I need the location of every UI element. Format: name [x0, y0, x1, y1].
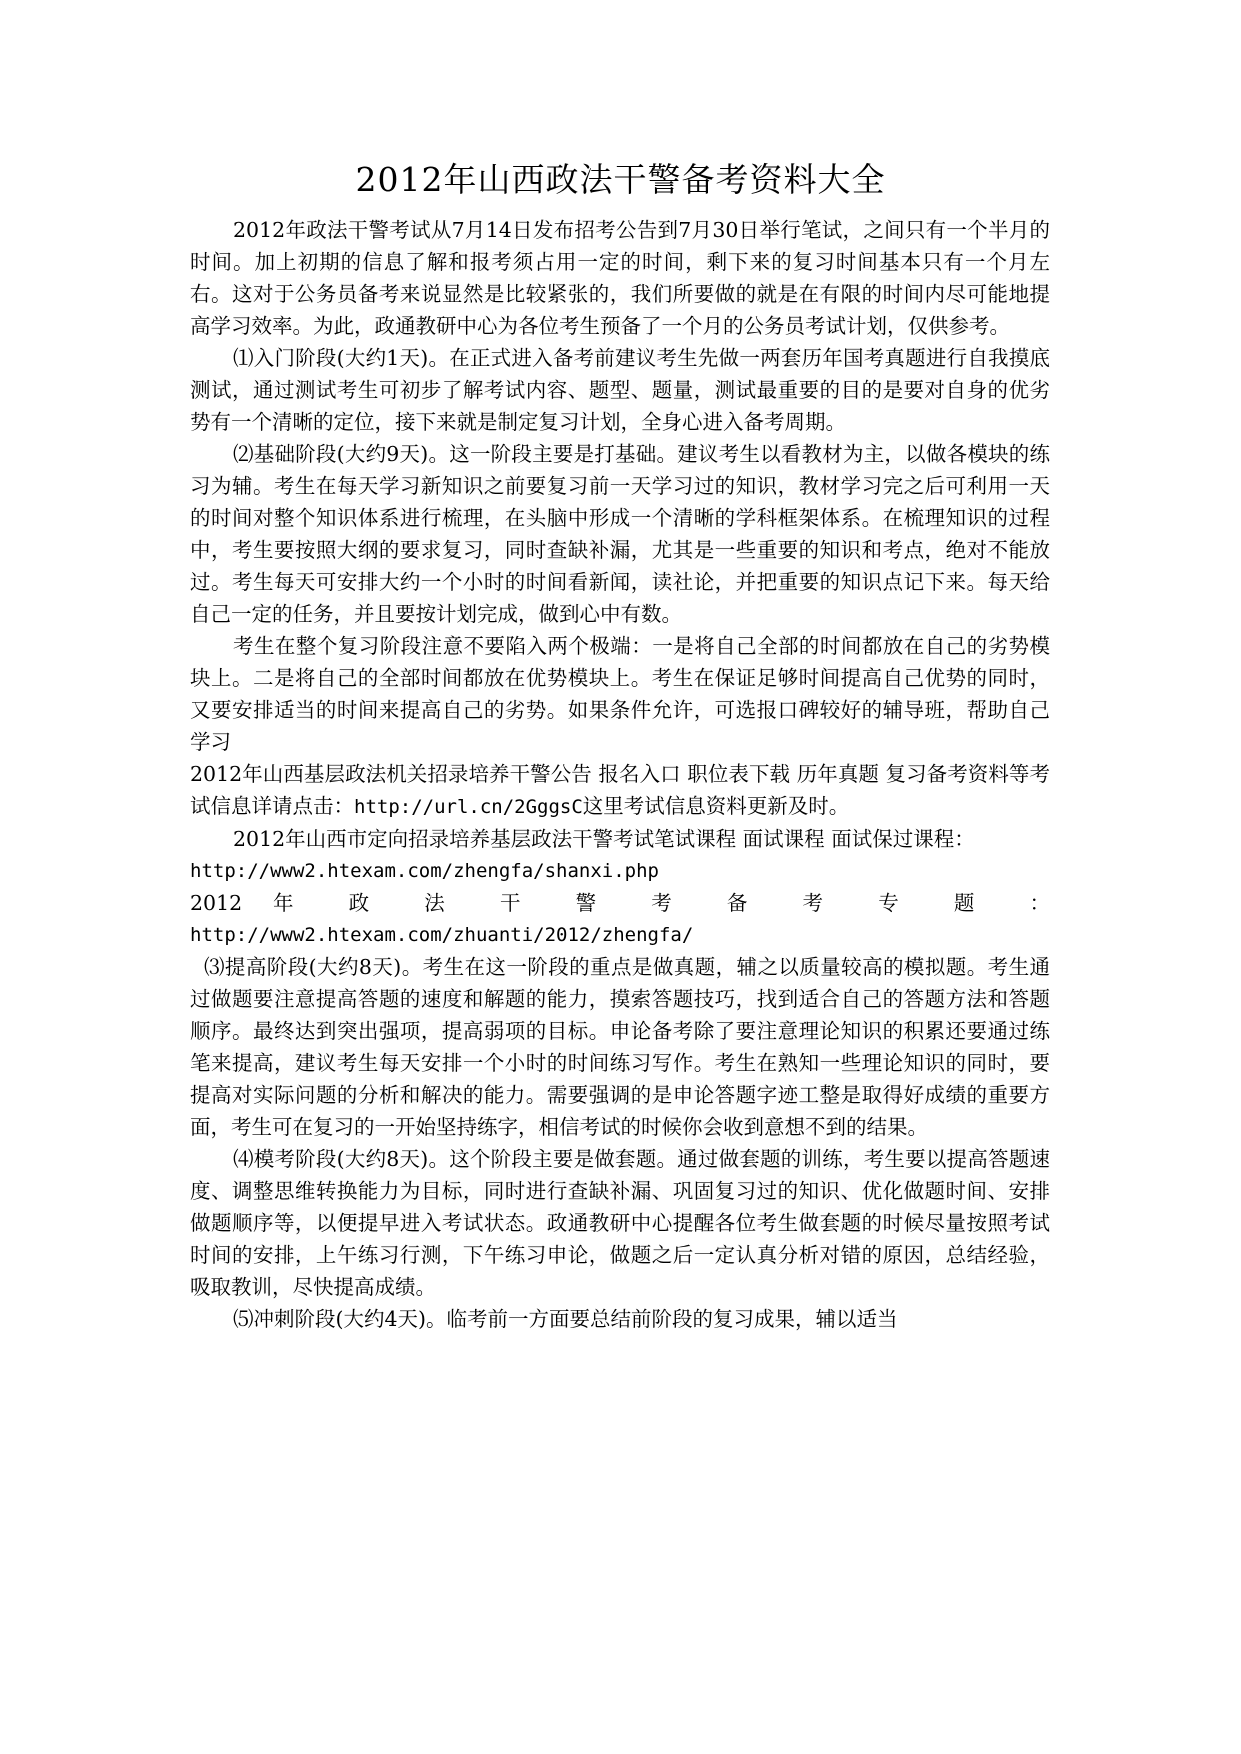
document-title: 2012年山西政法干警备考资料大全 [355, 160, 886, 199]
paragraph-intro: 2012年政法干警考试从7月14日发布招考公告到7月30日举行笔试，之间只有一个半月的时间。加上初期的信息了解和报考须占用一定的时间，剩下来的复习时间基本只有一个月左右。这对于公务员备考来说显然是比较紧张的，我们所要做的就是在有限的时间内尽可能地提高学习效率。为此，政通教研中心为各位考生预备了一个月的公务员考试计划，仅供参考。 [190, 218, 1050, 338]
paragraph-notice [190, 758, 1050, 823]
courses-link[interactable]: http://www2.htexam.com/zhengfa/shanxi.php [190, 860, 659, 882]
notice-text: 2012年山西基层政法机关招录培养干警公告 报名入口 职位表下载 历年真题 复习备考资料等考试信息详请点击： [190, 762, 1050, 818]
notice-link[interactable]: http://url.cn/2GggsC [354, 796, 583, 818]
paragraph-stage-5: ⑸冲刺阶段(大约4天)。临考前一方面要总结前阶段的复习成果，辅以适当 [233, 1307, 898, 1331]
paragraph-stage-4: ⑷模考阶段(大约8天)。这个阶段主要是做套题。通过做套题的训练，考生要以提高答题速度、调整思维转换能力为目标，同时进行查缺补漏、巩固复习过的知识、优化做题时间、安排做题顺序等，以便提早进入考试状态。政通教研中心提醒各位考生做套题的时候尽量按照考试时间的安排，上午练习行测，下午练习申论，做题之后一定认真分析对错的原因，总结经验，吸取教训，尽快提高成绩。 [190, 1147, 1050, 1299]
paragraph-stage-2: ⑵基础阶段(大约9天)。这一阶段主要是打基础。建议考生以看教材为主，以做各模块的练习为辅。考生在每天学习新知识之前要复习前一天学习过的知识，教材学习完之后可利用一天的时间对整个知识体系进行梳理，在头脑中形成一个清晰的学科框架体系。在梳理知识的过程中，考生要按照大纲的要求复习，同时查缺补漏，尤其是一些重要的知识和考点，绝对不能放过。考生每天可安排大约一个小时的时间看新闻，读社论，并把重要的知识点记下来。每天给自己一定的任务，并且要按计划完成，做到心中有数。 [190, 442, 1050, 626]
paragraph-stage-3: ⑶提高阶段(大约8天)。考生在这一阶段的重点是做真题，辅之以质量较高的模拟题。考生通过做题要注意提高答题的速度和解题的能力，摸索答题技巧，找到适合自己的答题方法和答题顺序。最终达到突出强项，提高弱项的目标。申论备考除了要注意理论知识的积累还要通过练笔来提高，建议考生每天安排一个小时的时间练习写作。考生在熟知一些理论知识的同时，要提高对实际问题的分析和解决的能力。需要强调的是申论答题字迹工整是取得好成绩的重要方面，考生可在复习的一开始坚持练字，相信考试的时候你会收到意想不到的结果。 [190, 955, 1050, 1139]
paragraph-courses: 2012年山西市定向招录培养基层政法干警考试笔试课程 面试课程 面试保过课程： [233, 827, 975, 851]
paragraph-stage-1: ⑴入门阶段(大约1天)。在正式进入备考前建议考生先做一两套历年国考真题进行自我摸底测试，通过测试考生可初步了解考试内容、题型、题量，测试最重要的目的是要对自身的优劣势有一个清晰的定位，接下来就是制定复习计划，全身心进入备考周期。 [190, 346, 1050, 434]
topic-link[interactable]: http://www2.htexam.com/zhuanti/2012/zhengfa/ [190, 924, 694, 946]
notice-suffix: 这里考试信息资料更新及时。 [582, 794, 850, 818]
paragraph-warning: 考生在整个复习阶段注意不要陷入两个极端：一是将自己全部的时间都放在自己的劣势模块上。二是将自己的全部时间都放在优势模块上。考生在保证足够时间提高自己优势的同时，又要安排适当的时间来提高自己的劣势。如果条件允许，可选报口碑较好的辅导班，帮助自己学习 [190, 634, 1050, 754]
document-body [190, 214, 1050, 1335]
topic-label: 2012 年 政 法 干 警 考 备 考 专 题 ： [190, 891, 1050, 915]
